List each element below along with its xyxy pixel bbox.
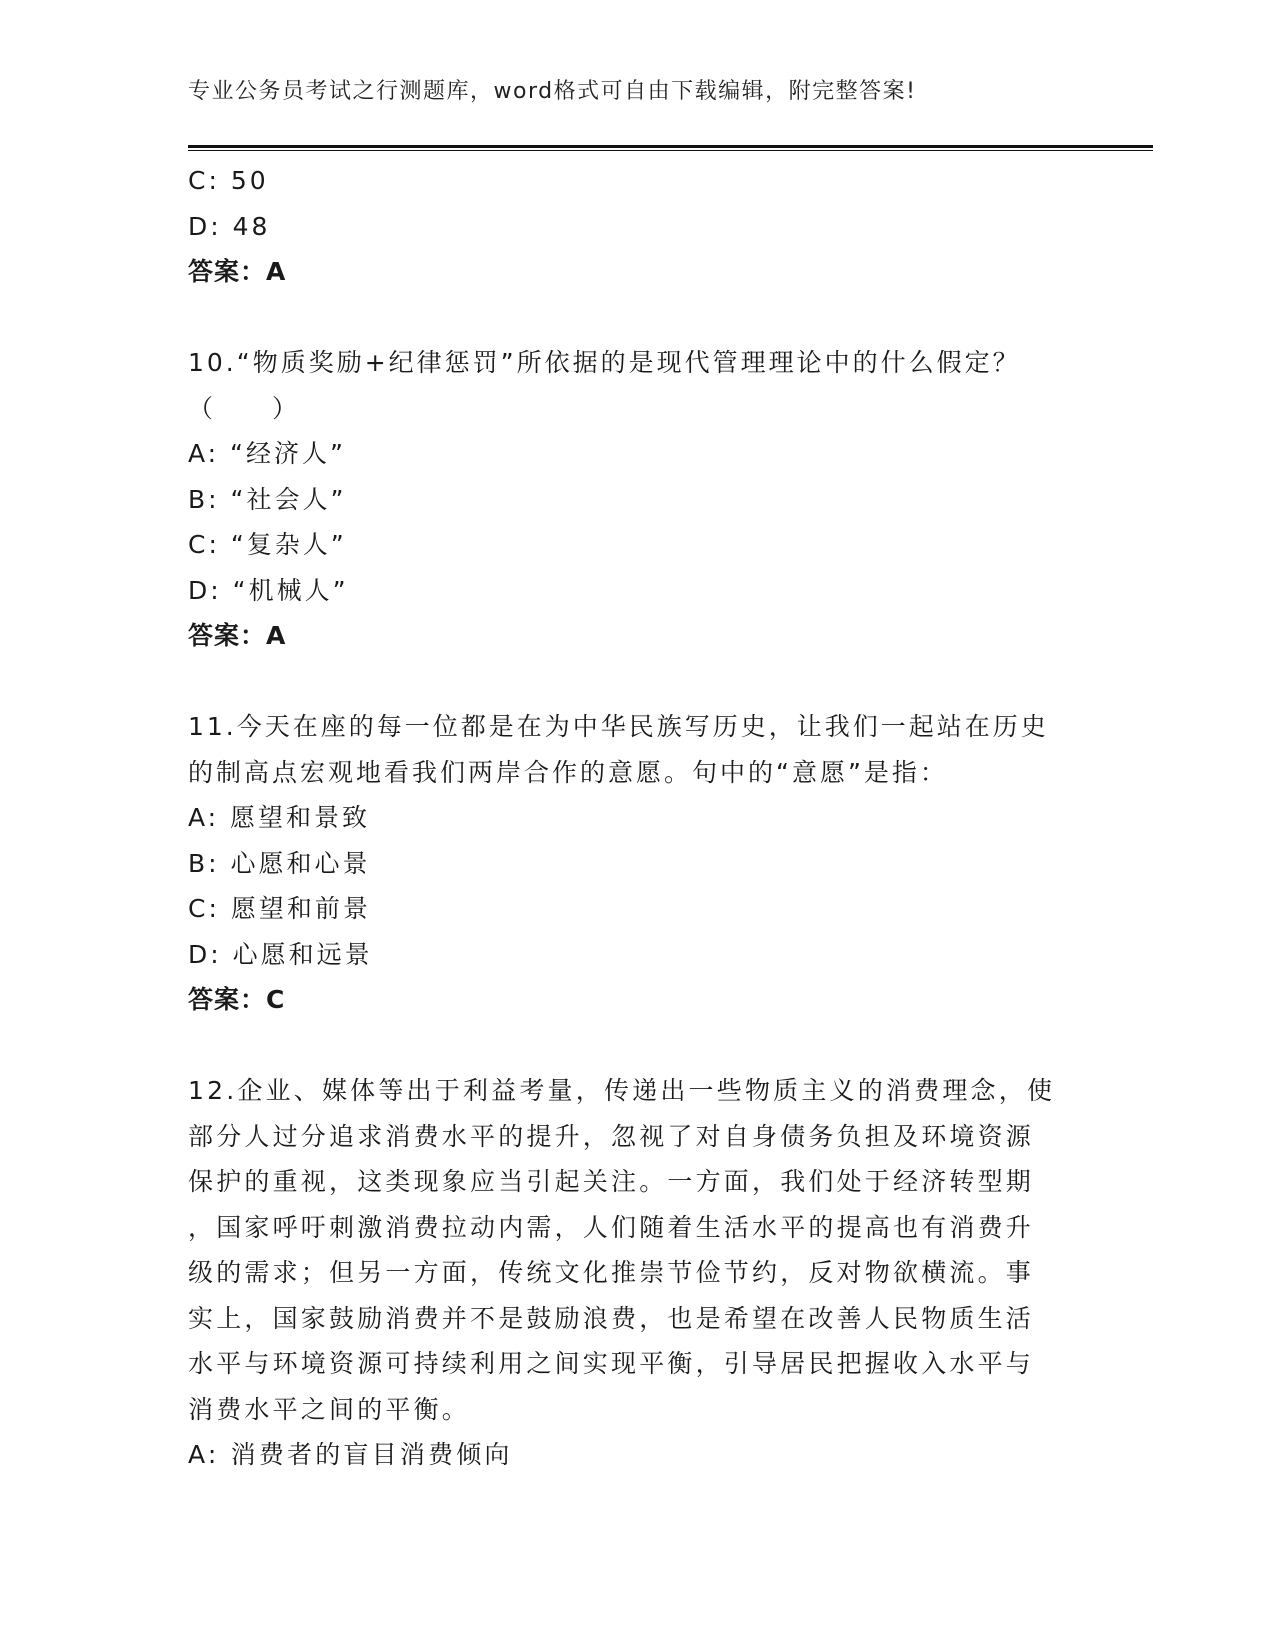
- spacer: [188, 1023, 1088, 1069]
- option-b: B: 心愿和心景: [188, 848, 371, 878]
- spacer: [188, 659, 1088, 705]
- header-rule-thin: [188, 150, 1153, 151]
- question-10: [188, 340, 1088, 659]
- question-text-line: （ ）: [188, 393, 301, 423]
- option-d: D: “机械人”: [188, 575, 349, 605]
- question-content: [188, 158, 1088, 1478]
- option-a: A: 消费者的盲目消费倾向: [188, 1440, 513, 1469]
- question-11: [188, 704, 1088, 1023]
- option-c: C: 愿望和前景: [188, 894, 371, 923]
- question-text-line: 级的需求；但另一方面，传统文化推崇节俭节约，反对物欲横流。事: [188, 1258, 1035, 1287]
- question-text-line: 部分人过分追求消费水平的提升，忽视了对自身债务负担及环境资源: [188, 1121, 1035, 1151]
- option-c: C: “复杂人”: [188, 530, 347, 559]
- question-text-line: 消费水平之间的平衡。: [188, 1394, 471, 1424]
- answer-line: 答案：A: [188, 621, 287, 650]
- option-c: C: 50: [188, 166, 269, 195]
- question-text-line: 10.“物质奖励+纪律惩罚”所依据的是现代管理理论中的什么假定？: [188, 348, 1021, 377]
- question-12: [188, 1068, 1088, 1478]
- spacer: [188, 295, 1088, 341]
- question-text-line: ，国家呼吁刺激消费拉动内需，人们随着生活水平的提高也有消费升: [188, 1212, 1035, 1242]
- question-text-line: 12.企业、媒体等出于利益考量，传递出一些物质主义的消费理念，使: [188, 1076, 1056, 1105]
- question-text-line: 水平与环境资源可持续利用之间实现平衡，引导居民把握收入水平与: [188, 1349, 1035, 1378]
- answer-line: 答案：A: [188, 257, 287, 286]
- question-9-tail: [188, 158, 1088, 295]
- answer-line: 答案：C: [188, 985, 286, 1014]
- option-a: A: “经济人”: [188, 439, 346, 468]
- page-header: 专业公务员考试之行测题库，word格式可自由下载编辑，附完整答案!: [188, 79, 917, 104]
- option-a: A: 愿望和景致: [188, 803, 371, 832]
- option-b: B: “社会人”: [188, 484, 347, 514]
- option-d: D: 心愿和远景: [188, 939, 373, 969]
- question-text-line: 的制高点宏观地看我们两岸合作的意愿。句中的“意愿”是指：: [188, 757, 948, 787]
- option-d: D: 48: [188, 211, 271, 241]
- question-text-line: 保护的重视，这类现象应当引起关注。一方面，我们处于经济转型期: [188, 1167, 1035, 1196]
- question-text-line: 实上，国家鼓励消费并不是鼓励浪费，也是希望在改善人民物质生活: [188, 1303, 1035, 1333]
- question-text-line: 11.今天在座的每一位都是在为中华民族写历史，让我们一起站在历史: [188, 712, 1049, 741]
- header-rule-thick: [188, 145, 1153, 148]
